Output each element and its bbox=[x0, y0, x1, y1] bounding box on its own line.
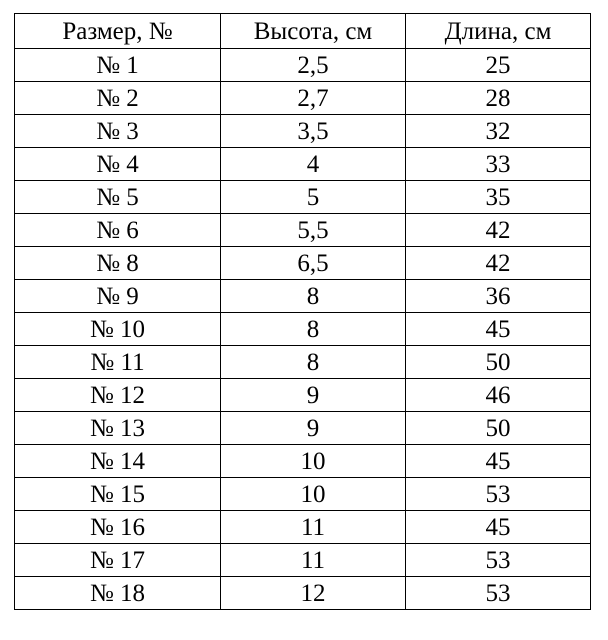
header-size: Размер, № bbox=[15, 14, 221, 49]
height-cell: 8 bbox=[221, 346, 406, 379]
size-cell: № 17 bbox=[15, 544, 221, 577]
table-row bbox=[15, 313, 591, 346]
table-row bbox=[15, 115, 591, 148]
table-row bbox=[15, 577, 591, 610]
size-table-container bbox=[14, 13, 590, 610]
header-row bbox=[15, 14, 591, 49]
size-cell: № 4 bbox=[15, 148, 221, 181]
length-cell: 46 bbox=[406, 379, 591, 412]
height-cell: 2,7 bbox=[221, 82, 406, 115]
length-cell: 42 bbox=[406, 247, 591, 280]
height-cell: 9 bbox=[221, 379, 406, 412]
size-cell: № 8 bbox=[15, 247, 221, 280]
length-cell: 36 bbox=[406, 280, 591, 313]
size-cell: № 18 bbox=[15, 577, 221, 610]
header-length: Длина, см bbox=[406, 14, 591, 49]
length-cell: 28 bbox=[406, 82, 591, 115]
table-row bbox=[15, 148, 591, 181]
table-row bbox=[15, 478, 591, 511]
size-cell: № 1 bbox=[15, 49, 221, 82]
table-row bbox=[15, 445, 591, 478]
height-cell: 8 bbox=[221, 313, 406, 346]
length-cell: 53 bbox=[406, 478, 591, 511]
height-cell: 9 bbox=[221, 412, 406, 445]
table-row bbox=[15, 346, 591, 379]
size-cell: № 6 bbox=[15, 214, 221, 247]
table-row bbox=[15, 247, 591, 280]
length-cell: 25 bbox=[406, 49, 591, 82]
length-cell: 33 bbox=[406, 148, 591, 181]
size-cell: № 16 bbox=[15, 511, 221, 544]
height-cell: 5,5 bbox=[221, 214, 406, 247]
size-cell: № 10 bbox=[15, 313, 221, 346]
table-row bbox=[15, 49, 591, 82]
height-cell: 11 bbox=[221, 511, 406, 544]
length-cell: 45 bbox=[406, 511, 591, 544]
height-cell: 12 bbox=[221, 577, 406, 610]
height-cell: 3,5 bbox=[221, 115, 406, 148]
table-row bbox=[15, 379, 591, 412]
length-cell: 50 bbox=[406, 412, 591, 445]
size-cell: № 15 bbox=[15, 478, 221, 511]
height-cell: 5 bbox=[221, 181, 406, 214]
size-table bbox=[14, 13, 591, 610]
table-row bbox=[15, 544, 591, 577]
height-cell: 6,5 bbox=[221, 247, 406, 280]
height-cell: 10 bbox=[221, 445, 406, 478]
height-cell: 11 bbox=[221, 544, 406, 577]
size-cell: № 5 bbox=[15, 181, 221, 214]
table-row bbox=[15, 214, 591, 247]
length-cell: 45 bbox=[406, 445, 591, 478]
size-cell: № 3 bbox=[15, 115, 221, 148]
length-cell: 42 bbox=[406, 214, 591, 247]
length-cell: 35 bbox=[406, 181, 591, 214]
height-cell: 4 bbox=[221, 148, 406, 181]
table-row bbox=[15, 280, 591, 313]
size-cell: № 14 bbox=[15, 445, 221, 478]
size-cell: № 9 bbox=[15, 280, 221, 313]
size-cell: № 12 bbox=[15, 379, 221, 412]
table-row bbox=[15, 511, 591, 544]
size-cell: № 13 bbox=[15, 412, 221, 445]
height-cell: 10 bbox=[221, 478, 406, 511]
table-row bbox=[15, 82, 591, 115]
length-cell: 53 bbox=[406, 544, 591, 577]
length-cell: 53 bbox=[406, 577, 591, 610]
height-cell: 8 bbox=[221, 280, 406, 313]
length-cell: 50 bbox=[406, 346, 591, 379]
height-cell: 2,5 bbox=[221, 49, 406, 82]
header-height: Высота, см bbox=[221, 14, 406, 49]
table-row bbox=[15, 181, 591, 214]
length-cell: 45 bbox=[406, 313, 591, 346]
table-row bbox=[15, 412, 591, 445]
size-cell: № 11 bbox=[15, 346, 221, 379]
size-cell: № 2 bbox=[15, 82, 221, 115]
length-cell: 32 bbox=[406, 115, 591, 148]
